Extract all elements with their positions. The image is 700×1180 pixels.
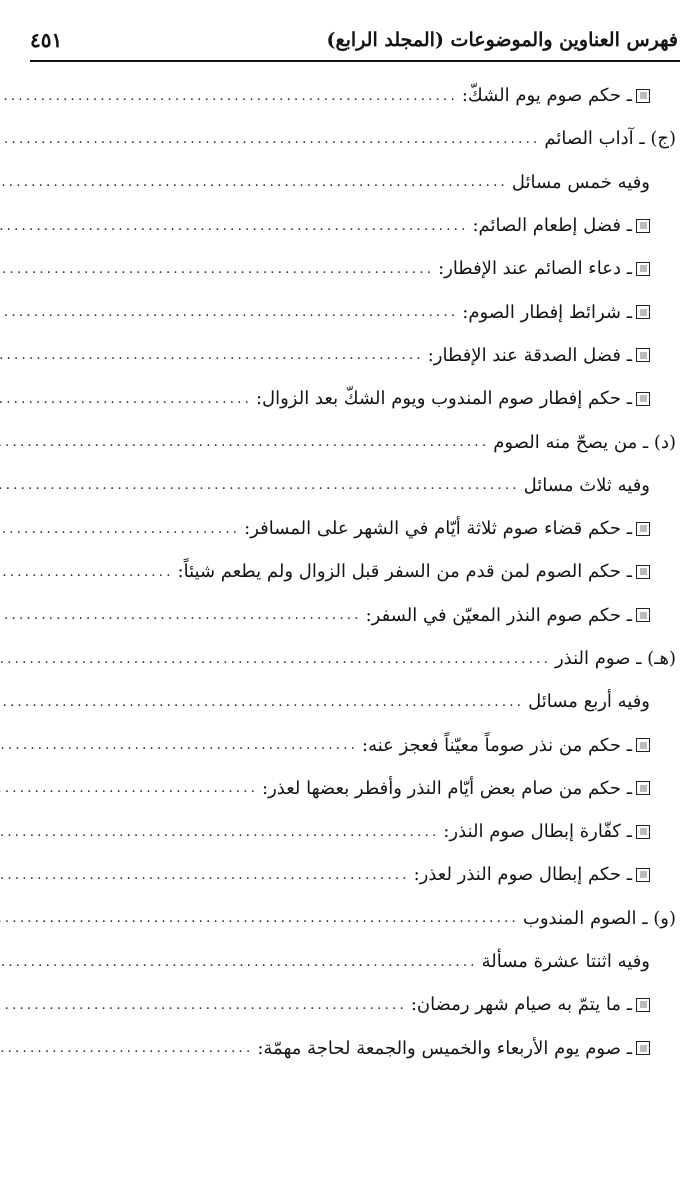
table-of-contents — [30, 74, 676, 1070]
toc-entry — [30, 723, 676, 766]
dot-leader — [0, 868, 414, 882]
toc-entry — [30, 377, 676, 420]
toc-entry-title: ـ حكم إفطار صوم المندوب ويوم الشكّ بعد الزوال: — [255, 388, 632, 410]
dot-leader — [0, 478, 524, 492]
toc-entry-title: ـ حكم إبطال صوم النذر لعذر: — [413, 864, 632, 886]
square-bullet-icon — [636, 219, 650, 233]
dot-leader — [0, 781, 262, 795]
square-bullet-icon — [636, 565, 650, 579]
dot-leader — [0, 305, 462, 319]
toc-entry-title: وفيه ثلاث مسائل — [523, 474, 650, 496]
header-divider — [30, 60, 680, 62]
square-bullet-icon — [636, 781, 650, 795]
toc-entry-title: ـ فضل الصدقة عند الإفطار: — [427, 344, 632, 366]
toc-entry-title: ـ حكم صوم يوم الشكّ: — [461, 85, 632, 107]
toc-entry-title: ـ شرائط إفطار الصوم: — [462, 301, 632, 323]
toc-entry — [30, 637, 676, 680]
toc-entry — [30, 680, 676, 723]
square-bullet-icon — [636, 738, 650, 752]
dot-leader — [0, 738, 362, 752]
square-bullet-icon — [636, 522, 650, 536]
dot-leader — [0, 652, 555, 666]
dot-leader — [0, 262, 438, 276]
toc-entry — [30, 74, 676, 117]
dot-leader — [0, 435, 493, 449]
square-bullet-icon — [636, 392, 650, 406]
toc-entry — [30, 550, 676, 593]
toc-entry-title: ـ كفّارة إبطال صوم النذر: — [443, 821, 632, 843]
toc-entry — [30, 420, 676, 463]
dot-leader — [0, 608, 366, 622]
square-bullet-icon — [636, 348, 650, 362]
toc-entry-title: ـ حكم صوم النذر المعيّن في السفر: — [365, 604, 632, 626]
dot-leader — [0, 695, 528, 709]
toc-entry-title: ـ حكم الصوم لمن قدم من السفر قبل الزوال ولم يطعم شيئاً: — [177, 561, 632, 583]
toc-entry — [30, 507, 676, 550]
dot-leader — [0, 955, 482, 969]
dot-leader — [0, 392, 256, 406]
dot-leader — [0, 522, 244, 536]
square-bullet-icon — [636, 262, 650, 276]
toc-entry-title: وفيه أربع مسائل — [528, 691, 650, 713]
toc-entry-title: (د) ـ من يصحّ منه الصوم — [493, 431, 676, 453]
dot-leader — [0, 1041, 257, 1055]
toc-entry — [30, 161, 676, 204]
dot-leader — [0, 998, 411, 1012]
square-bullet-icon — [636, 608, 650, 622]
toc-entry-title: ـ حكم من نذر صوماً معيّناً فعجز عنه: — [362, 734, 632, 756]
toc-entry — [30, 940, 676, 983]
toc-entry-title: وفيه اثنتا عشرة مسألة — [481, 951, 650, 973]
dot-leader — [0, 565, 178, 579]
square-bullet-icon — [636, 1041, 650, 1055]
toc-entry-title: ـ حكم قضاء صوم ثلاثة أيّام في الشهر على المسافر: — [244, 518, 632, 540]
running-header-title: فهرس العناوين والموضوعات (المجلد الرابع) — [326, 29, 678, 51]
toc-entry — [30, 1027, 676, 1070]
toc-entry-title: ـ فضل إطعام الصائم: — [472, 215, 632, 237]
square-bullet-icon — [636, 305, 650, 319]
dot-leader — [0, 132, 544, 146]
toc-entry-title: (ج) ـ آداب الصائم — [544, 128, 676, 150]
toc-entry-title: ـ حكم من صام بعض أيّام النذر وأفطر بعضها لعذر: — [262, 777, 632, 799]
running-header — [30, 22, 678, 58]
toc-entry — [30, 247, 676, 290]
toc-entry-title: (و) ـ الصوم المندوب — [522, 907, 676, 929]
page-number: ٤٥١ — [30, 28, 63, 52]
square-bullet-icon — [636, 89, 650, 103]
toc-entry — [30, 594, 676, 637]
dot-leader — [0, 911, 523, 925]
toc-entry — [30, 810, 676, 853]
toc-entry — [30, 897, 676, 940]
toc-entry — [30, 853, 676, 896]
square-bullet-icon — [636, 825, 650, 839]
toc-entry — [30, 117, 676, 160]
toc-entry-title: ـ ما يتمّ به صيام شهر رمضان: — [410, 994, 632, 1016]
toc-entry — [30, 204, 676, 247]
square-bullet-icon — [636, 998, 650, 1012]
dot-leader — [0, 219, 472, 233]
toc-entry — [30, 464, 676, 507]
toc-entry-title: ـ دعاء الصائم عند الإفطار: — [438, 258, 632, 280]
toc-entry-title: (هـ) ـ صوم النذر — [554, 648, 676, 669]
square-bullet-icon — [636, 868, 650, 882]
toc-entry-title: ـ صوم يوم الأربعاء والخميس والجمعة لحاجة مهمّة: — [257, 1037, 632, 1059]
toc-entry — [30, 290, 676, 333]
toc-entry — [30, 334, 676, 377]
dot-leader — [0, 175, 512, 189]
toc-entry — [30, 767, 676, 810]
toc-entry — [30, 983, 676, 1026]
dot-leader — [0, 89, 462, 103]
dot-leader — [0, 348, 428, 362]
toc-entry-title: وفيه خمس مسائل — [511, 171, 650, 193]
dot-leader — [0, 825, 443, 839]
